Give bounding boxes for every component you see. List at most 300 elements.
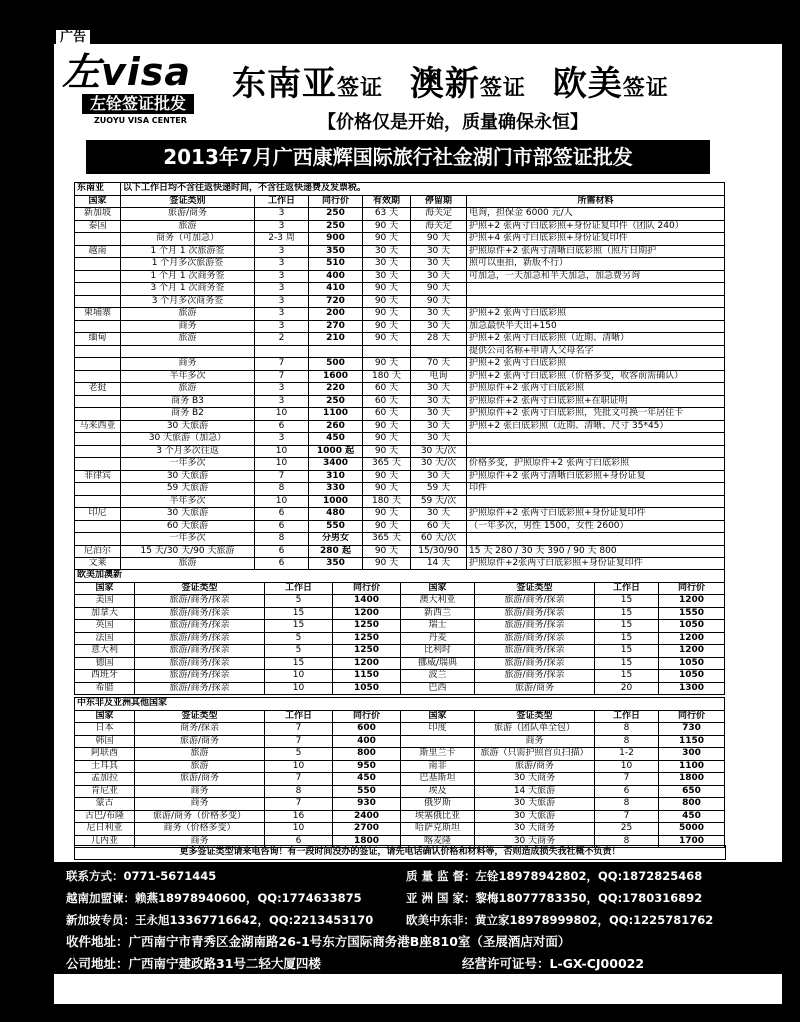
- table-cell: 15: [595, 632, 659, 645]
- contact-row-1-right: [406, 866, 702, 886]
- table-cell: 59 天/次: [411, 495, 467, 508]
- table-cell: [75, 320, 121, 333]
- table-cell: 旅游（只需护照首页扫描）: [475, 748, 595, 761]
- table-cell: [75, 445, 121, 458]
- table-cell: 20: [595, 682, 659, 695]
- table-cell: 旅游: [121, 558, 255, 571]
- table-row: [75, 370, 725, 383]
- table-cell: 3: [255, 208, 309, 221]
- table-cell: 澳大利亚: [401, 595, 475, 608]
- table-cell: 护照+2 张两寸白底彩照: [467, 308, 725, 321]
- table-cell: 旅游: [121, 220, 255, 233]
- table-cell: 30 天旅游: [475, 810, 595, 823]
- table-cell: 丹麦: [401, 632, 475, 645]
- table-cell: 6: [265, 835, 333, 848]
- table-cell: [467, 445, 725, 458]
- table-cell: 10: [255, 495, 309, 508]
- contact-label: 联系方式：: [66, 869, 124, 883]
- banner-title: 2013年7月广西康辉国际旅行社金湖门市部签证批发: [86, 140, 710, 174]
- table-cell: 1200: [333, 657, 401, 670]
- table-row: [75, 445, 725, 458]
- license-label: 经营许可证号：: [462, 956, 550, 971]
- table-cell: 10: [255, 458, 309, 471]
- column-header: 签证类型: [135, 582, 265, 595]
- table-cell: 60 天旅游: [121, 520, 255, 533]
- header-row: [75, 710, 725, 723]
- table-row: [75, 358, 725, 371]
- column-header: 工作日: [255, 195, 309, 208]
- table-cell: [363, 345, 411, 358]
- table-cell: [75, 520, 121, 533]
- table-cell: 330: [309, 483, 363, 496]
- table-cell: 护照+2 张白底彩照（近期、清晰、尺寸 35*45）: [467, 420, 725, 433]
- table-cell: 护照原件+2 张两寸白底彩照+在职证明: [467, 395, 725, 408]
- table-cell: [75, 495, 121, 508]
- headline-aunz: 澳新: [409, 64, 480, 104]
- brand-name: 洋红: [126, 990, 147, 1001]
- table-cell: 海关定: [411, 208, 467, 221]
- table-cell: 1050: [659, 670, 725, 683]
- table-cell: 90 天: [363, 445, 411, 458]
- table-cell: 可加急，一天加急和半天加急，加急费另询: [467, 270, 725, 283]
- table-cell: 8: [255, 483, 309, 496]
- receive-address-label: 收件地址：: [66, 934, 129, 949]
- table-cell: 美国: [75, 595, 135, 608]
- contact-row-4: [66, 932, 570, 952]
- table-cell: 蒙古: [75, 798, 135, 811]
- table-cell: 照可以重拍，新版不行）: [467, 258, 725, 271]
- table-cell: 3400: [309, 458, 363, 471]
- table-cell: 旅游/商务: [121, 208, 255, 221]
- table-cell: 90 天: [363, 483, 411, 496]
- asia-value: 梅18077783350，QQ:1780316892: [487, 891, 703, 905]
- table-cell: 7: [255, 370, 309, 383]
- table-cell: 15: [265, 657, 333, 670]
- column-header: 有效期: [363, 195, 411, 208]
- table-cell: 350: [309, 558, 363, 571]
- vietnam-label: 越南加盟谏：赖: [66, 891, 147, 905]
- table-cell: 15/30/90: [411, 545, 467, 558]
- table-cell: 550: [309, 520, 363, 533]
- table-cell: 90 天: [363, 308, 411, 321]
- table-cell: 30 天商务: [475, 823, 595, 836]
- headline-aunz-suffix: 签证: [479, 75, 526, 101]
- table-cell: 930: [333, 798, 401, 811]
- table-row: [75, 395, 725, 408]
- table-cell: 旅游: [135, 748, 265, 761]
- table-cell: 60 天: [363, 383, 411, 396]
- table-cell: 南非: [401, 760, 475, 773]
- table-cell: 8: [595, 798, 659, 811]
- table-cell: 5: [265, 595, 333, 608]
- table-cell: 15: [595, 670, 659, 683]
- section-row: [75, 698, 725, 711]
- table-row: [75, 735, 725, 748]
- table-cell: 几内亚: [75, 835, 135, 848]
- company-address: 广西南宁建政路31号二轻大厦四楼: [128, 956, 321, 971]
- table-cell: [467, 283, 725, 296]
- table-cell: 8: [595, 735, 659, 748]
- table-cell: 30 天: [411, 433, 467, 446]
- table-cell: 1550: [659, 607, 725, 620]
- table-cell: 2: [255, 333, 309, 346]
- table-cell: 埃塞俄比亚: [401, 810, 475, 823]
- table-cell: 800: [333, 748, 401, 761]
- table-cell: 15: [595, 657, 659, 670]
- table-cell: 90 天: [411, 295, 467, 308]
- table-cell: 1-2: [595, 748, 659, 761]
- table-cell: 25: [595, 823, 659, 836]
- table-cell: 30 天: [363, 245, 411, 258]
- contact-block: [54, 862, 782, 974]
- table-cell: 90 天: [363, 545, 411, 558]
- table-cell: 半年多次: [121, 370, 255, 383]
- logo-en: ZUOYU VISA CENTER: [94, 116, 187, 125]
- table-cell: 旅游/商务/探亲: [475, 607, 595, 620]
- table-cell: 护照+2 张两寸白底彩照: [467, 358, 725, 371]
- contact-row-2: [66, 888, 362, 908]
- column-header: 停留期: [411, 195, 467, 208]
- table-cell: 德国: [75, 657, 135, 670]
- table-row: [75, 258, 725, 271]
- table-cell: 3: [255, 283, 309, 296]
- table-cell: 旅游: [121, 383, 255, 396]
- table-cell: 旅游/商务/探亲: [135, 645, 265, 658]
- table-cell: 一年多次: [121, 458, 255, 471]
- table-cell: 1050: [659, 657, 725, 670]
- table-cell: 90 天: [363, 558, 411, 571]
- table-cell: 1050: [333, 682, 401, 695]
- table-cell: 59 天: [411, 483, 467, 496]
- table-cell: 6: [255, 420, 309, 433]
- table-row: [75, 483, 725, 496]
- table-cell: 250: [309, 220, 363, 233]
- table-cell: 90 天: [363, 333, 411, 346]
- table-cell: 7: [265, 723, 333, 736]
- notice: 更多签证类型请来电咨询！有一段时间没办的签证，请先电话确认价格和材料等，否则造成损失我社概不负责！: [74, 845, 726, 860]
- table-cell: 30 天旅游: [121, 508, 255, 521]
- table-cell: 3: [255, 258, 309, 271]
- table-cell: 护照原件+2张两寸白底彩照+身份证复印件: [467, 558, 725, 571]
- table-cell: 70 天: [411, 358, 467, 371]
- table-cell: 28 天: [411, 333, 467, 346]
- table-cell: 哈萨克斯坦: [401, 823, 475, 836]
- table-cell: 商务: [475, 735, 595, 748]
- column-header: 同行价: [333, 582, 401, 595]
- table-cell: 分男女: [309, 533, 363, 546]
- contact-row-5: [66, 954, 321, 974]
- table-cell: 7: [265, 773, 333, 786]
- table-cell: 法国: [75, 632, 135, 645]
- table-cell: 90 天: [411, 233, 467, 246]
- table-cell: 旅游/商务: [135, 773, 265, 786]
- header-row: [75, 582, 725, 595]
- table-cell: 1800: [659, 773, 725, 786]
- column-header: 签证类型: [135, 710, 265, 723]
- table-cell: 7: [265, 735, 333, 748]
- table-cell: 巴基斯坦: [401, 773, 475, 786]
- table-cell: 文莱: [75, 558, 121, 571]
- singapore-label: 新加坡专员：王永旭13367716642，: [66, 913, 270, 927]
- table-row: [75, 760, 725, 773]
- table-cell: 3: [255, 245, 309, 258]
- headline-sea: 东南亚: [232, 64, 337, 104]
- table-cell: 30 天旅游: [121, 470, 255, 483]
- table-cell: 10: [265, 670, 333, 683]
- column-header: 签证类型: [475, 582, 595, 595]
- table-cell: 800: [659, 798, 725, 811]
- table-row: [75, 810, 725, 823]
- table-cell: 30 天旅游: [475, 798, 595, 811]
- table-cell: 5: [265, 632, 333, 645]
- table-cell: 旅游/商务/探亲: [135, 657, 265, 670]
- table-cell: 护照原件+2 张两寸清晰白底彩照+身份证复: [467, 470, 725, 483]
- logo-sub: 左铨签证批发: [82, 94, 194, 114]
- table-cell: 365 天: [363, 458, 411, 471]
- table-row: [75, 773, 725, 786]
- table-cell: 730: [659, 723, 725, 736]
- table-cell: 5000: [659, 823, 725, 836]
- table-cell: 260: [309, 420, 363, 433]
- table-cell: 1300: [659, 682, 725, 695]
- table-cell: 15: [595, 595, 659, 608]
- table-row: [75, 383, 725, 396]
- column-header: 同行价: [659, 582, 725, 595]
- table-cell: [75, 408, 121, 421]
- table-cell: 缅甸: [75, 333, 121, 346]
- table-cell: [467, 433, 725, 446]
- column-header: 所需材料: [467, 195, 725, 208]
- table-cell: 250: [309, 395, 363, 408]
- table-row: [75, 495, 725, 508]
- table-cell: 5: [265, 645, 333, 658]
- column-header: 国家: [75, 195, 121, 208]
- table-cell: 8: [595, 835, 659, 848]
- table-cell: 印件: [467, 483, 725, 496]
- column-header: 工作日: [595, 710, 659, 723]
- table-cell: 旅游/商务/探亲: [475, 657, 595, 670]
- table-cell: 60 天: [363, 395, 411, 408]
- table-row: [75, 520, 725, 533]
- table-cell: 护照+4 张两寸白底彩照+身份证复印件: [467, 233, 725, 246]
- table-cell: 90 天: [363, 283, 411, 296]
- contact-row-3-right: [406, 910, 713, 930]
- table-cell: 450: [333, 773, 401, 786]
- table-cell: 7: [255, 470, 309, 483]
- table-cell: 10: [265, 682, 333, 695]
- table-cell: 提供公司名称+申请人父母名字: [467, 345, 725, 358]
- table-cell: 210: [309, 333, 363, 346]
- vietnam-value: 燕18978940600，QQ:1774633875: [146, 891, 362, 905]
- headline-sea-suffix: 签证: [337, 75, 384, 101]
- table-cell: 90 天: [363, 508, 411, 521]
- table-cell: 450: [309, 433, 363, 446]
- table-cell: [75, 345, 121, 358]
- table-cell: [401, 735, 475, 748]
- table-row: [75, 620, 725, 633]
- quality-label: 质 量 监 督：左: [406, 869, 488, 883]
- table-cell: 旅游/商务/探亲: [475, 595, 595, 608]
- table-cell: 7: [595, 773, 659, 786]
- table-row: [75, 295, 725, 308]
- table-cell: 旅游: [121, 308, 255, 321]
- table-cell: 10: [255, 445, 309, 458]
- singapore-qq: QQ:2213453170: [269, 913, 374, 927]
- table-cell: 2700: [333, 823, 401, 836]
- table-cell: 30 天: [363, 258, 411, 271]
- table-cell: 新加坡: [75, 208, 121, 221]
- table-row: [75, 607, 725, 620]
- table-cell: 3 个月多次商务签: [121, 295, 255, 308]
- table-cell: 护照原件+2 张两寸清晰白底彩照（照片日期护: [467, 245, 725, 258]
- table-cell: 意大利: [75, 645, 135, 658]
- table-cell: 90 天: [363, 320, 411, 333]
- table-cell: 1250: [333, 632, 401, 645]
- table-cell: 2400: [333, 810, 401, 823]
- table-cell: 6: [255, 508, 309, 521]
- table-cell: 旅游: [135, 760, 265, 773]
- table-cell: 护照+2 张两寸白底彩照（价格多变，收客前需确认）: [467, 370, 725, 383]
- table-cell: 400: [309, 270, 363, 283]
- table-cell: [467, 295, 725, 308]
- section-row: [75, 183, 725, 196]
- magazine-name: 广西版: [87, 990, 118, 1001]
- contact-row-5-right: [462, 954, 644, 974]
- logo-main: 左visa: [62, 50, 192, 94]
- table-cell: 旅游/商务/探亲: [135, 682, 265, 695]
- table-cell: 3: [255, 383, 309, 396]
- table-row: [75, 823, 725, 836]
- contact-row-1: [66, 866, 216, 886]
- table-cell: 15: [595, 645, 659, 658]
- table-cell: 400: [333, 735, 401, 748]
- table-row: [75, 420, 725, 433]
- table-cell: 30 天: [411, 308, 467, 321]
- section-title: 欧美加澳新: [75, 570, 725, 583]
- table-cell: [75, 270, 121, 283]
- table-cell: 1200: [659, 632, 725, 645]
- headline-euus: 欧美: [552, 64, 623, 104]
- table-cell: 15: [265, 620, 333, 633]
- table-cell: 印度: [401, 723, 475, 736]
- table-cell: 270: [309, 320, 363, 333]
- column-header: 同行价: [333, 710, 401, 723]
- table-cell: 60 天: [363, 408, 411, 421]
- table-cell: 90 天: [363, 420, 411, 433]
- table-cell: 韩国: [75, 735, 135, 748]
- page-number: 16: [62, 990, 76, 1001]
- header-row: [75, 195, 725, 208]
- section-note: 以下工作日均不含往返快递时间，不含往返快递费及发票税。: [121, 183, 725, 196]
- table-row: [75, 245, 725, 258]
- southeast-asia-table: [74, 182, 725, 571]
- table-cell: 1000: [309, 495, 363, 508]
- table-cell: 商务: [135, 835, 265, 848]
- column-header: 国家: [401, 582, 475, 595]
- slogan: 【价格仅是开始，质量确保永恒】: [318, 112, 588, 133]
- contact-phone: 0771-5671445: [123, 869, 217, 883]
- table-cell: 旅游/商务: [135, 735, 265, 748]
- table-cell: 护照+2 张两寸白底彩照（近期、清晰）: [467, 333, 725, 346]
- table-cell: 15: [595, 607, 659, 620]
- table-cell: 护照原件+2 张两寸白底彩照，凭批文可换一年居住卡: [467, 408, 725, 421]
- table-cell: 6: [255, 520, 309, 533]
- table-cell: 90 天: [363, 433, 411, 446]
- table-cell: 1150: [659, 735, 725, 748]
- table-cell: 15 天 280 / 30 天 390 / 90 天 800: [467, 545, 725, 558]
- table-cell: 旅游/商务/探亲: [475, 645, 595, 658]
- table-cell: 6: [255, 545, 309, 558]
- table-cell: 旅游/商务/探亲: [475, 632, 595, 645]
- table-cell: [75, 258, 121, 271]
- asia-label: 亚 洲 国 家：黎: [406, 891, 488, 905]
- column-header: 工作日: [265, 582, 333, 595]
- table-cell: 30 天: [411, 245, 467, 258]
- table-row: [75, 723, 725, 736]
- table-cell: [75, 483, 121, 496]
- table-cell: [75, 295, 121, 308]
- logo: [62, 52, 212, 132]
- table-cell: 350: [309, 245, 363, 258]
- section-title: 东南亚: [75, 183, 121, 196]
- table-cell: 63 天: [363, 208, 411, 221]
- table-cell: 旅游（团队单全包）: [475, 723, 595, 736]
- table-cell: 加拿大: [75, 607, 135, 620]
- table-cell: 7: [265, 798, 333, 811]
- column-header: 国家: [75, 582, 135, 595]
- table-row: [75, 208, 725, 221]
- table-row: [75, 545, 725, 558]
- table-cell: 瑞士: [401, 620, 475, 633]
- table-row: [75, 320, 725, 333]
- table-cell: 950: [333, 760, 401, 773]
- table-cell: 500: [309, 358, 363, 371]
- table-cell: 30 天: [411, 258, 467, 271]
- table-cell: 30 天商务: [475, 773, 595, 786]
- column-header: 签证类别: [121, 195, 255, 208]
- table-cell: 90 天: [363, 358, 411, 371]
- table-cell: 510: [309, 258, 363, 271]
- table-cell: 180 天: [363, 495, 411, 508]
- table-row: [75, 458, 725, 471]
- table-cell: 商务: [121, 320, 255, 333]
- table-cell: 90 天: [411, 283, 467, 296]
- table-cell: 30 天旅游（加急）: [121, 433, 255, 446]
- table-cell: （一年多次，男性 1500，女性 2600）: [467, 520, 725, 533]
- table-row: [75, 270, 725, 283]
- table-cell: 300: [659, 748, 725, 761]
- table-cell: 30 天商务: [475, 835, 595, 848]
- table-cell: 30 天/次: [411, 458, 467, 471]
- section-title: 中东非及亚洲其他国家: [75, 698, 725, 711]
- table-cell: 90 天: [363, 220, 411, 233]
- table-cell: 5: [265, 748, 333, 761]
- table-row: [75, 233, 725, 246]
- table-cell: 商务: [135, 798, 265, 811]
- table-cell: 斯里兰卡: [401, 748, 475, 761]
- table-cell: 旅游/商务: [475, 682, 595, 695]
- table-row: [75, 748, 725, 761]
- table-cell: 护照+2 张两寸白底彩照+身份证复印件（团队 240）: [467, 220, 725, 233]
- table-cell: 30 天: [411, 470, 467, 483]
- table-cell: 8: [595, 723, 659, 736]
- table-row: [75, 308, 725, 321]
- table-row: [75, 595, 725, 608]
- table-row: [75, 645, 725, 658]
- table-cell: 比利时: [401, 645, 475, 658]
- table-cell: 1100: [659, 760, 725, 773]
- table-cell: 马来西亚: [75, 420, 121, 433]
